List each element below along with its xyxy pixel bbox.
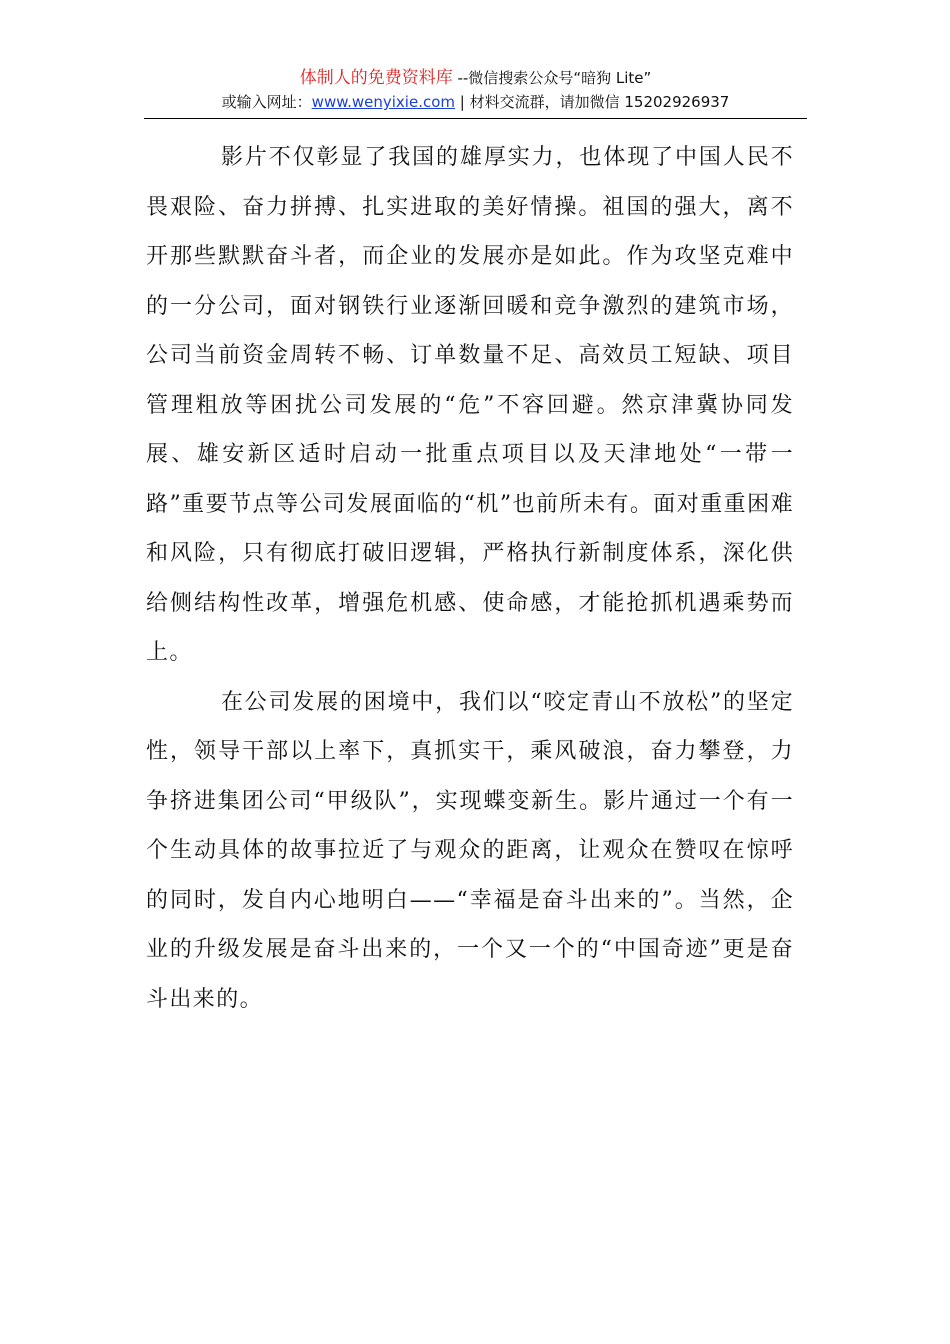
page-header xyxy=(144,66,807,114)
header-line-2 xyxy=(144,90,807,114)
header-tagline: --微信搜索公众号“暗狗 Lite” xyxy=(452,69,652,87)
header-brand: 体制人的免费资料库 xyxy=(299,68,453,88)
header-line-1 xyxy=(144,66,807,90)
header-divider xyxy=(144,118,807,119)
paragraph-1: 影片不仅彰显了我国的雄厚实力，也体现了中国人民不畏艰险、奋力拼搏、扎实进取的美好情操。祖国的强大，离不开那些默默奋斗者，而企业的发展亦是如此。作为攻坚克难中的一分公司，面对钢铁行业逐渐回暖和竞争激烈的建筑市场，公司当前资金周转不畅、订单数量不足、高效员工短缺、项目管理粗放等困扰公司发展的“危”不容回避。然京津冀协同发展、雄安新区适时启动一批重点项目以及天津地处“一带一路”重要节点等公司发展面临的“机”也前所未有。面对重重困难和风险，只有彻底打破旧逻辑，严格执行新制度体系，深化供给侧结构性改革，增强危机感、使命感，才能抢抓机遇乘势而上。 xyxy=(146,145,794,665)
header-url-link[interactable]: www.wenyixie.com xyxy=(311,93,455,111)
header-url-prefix: 或输入网址： xyxy=(221,93,312,111)
paragraph-2: 在公司发展的困境中，我们以“咬定青山不放松”的坚定性，领导干部以上率下，真抓实干，乘风破浪，奋力攀登，力争挤进集团公司“甲级队”，实现蝶变新生。影片通过一个有一个生动具体的故事拉近了与观众的距离，让观众在赞叹在惊呼的同时，发自内心地明白——“幸福是奋斗出来的”。当然，企业的升级发展是奋斗出来的，一个又一个的“中国奇迹”更是奋斗出来的。 xyxy=(146,689,794,1012)
document-body xyxy=(146,133,794,1024)
header-contact: | 材料交流群，请加微信 15202926937 xyxy=(455,93,730,111)
